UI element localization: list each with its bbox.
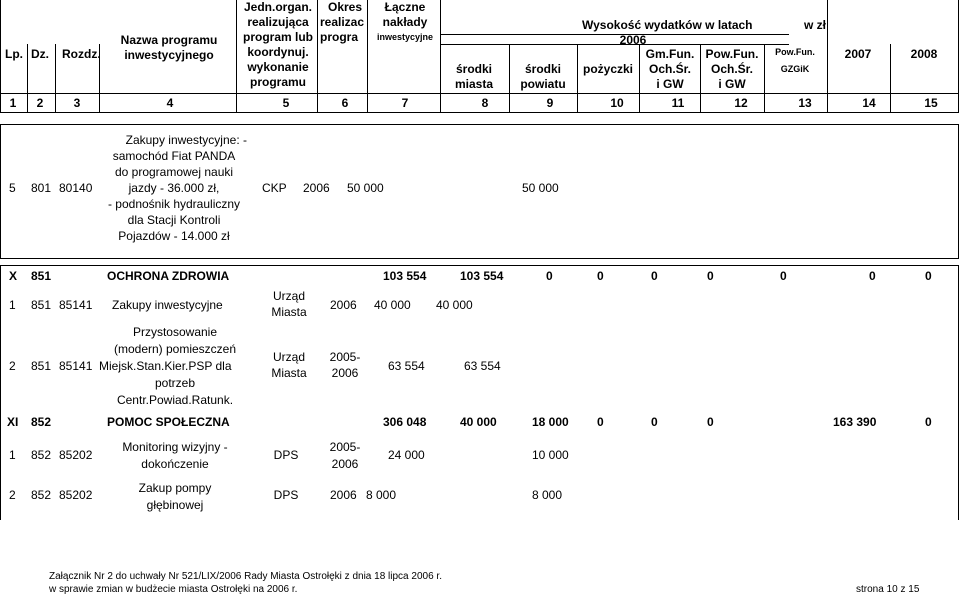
- row-lp: 5: [9, 181, 16, 195]
- row-name: do programowej nauki: [114, 165, 234, 179]
- section-2008: 0: [925, 415, 932, 429]
- section-pozyczki: 0: [597, 415, 604, 429]
- col-number: 13: [798, 96, 812, 110]
- row-name: Monitoring wizyjny -: [122, 440, 228, 454]
- col-gmfun: i GW: [656, 77, 684, 91]
- col-number: 10: [610, 96, 624, 110]
- col-jedn: koordynuj.: [247, 45, 309, 59]
- col-number: 2: [36, 96, 44, 110]
- row-name: głębinowej: [146, 498, 204, 512]
- col-2007: 2007: [844, 47, 872, 61]
- section-gmfun: 0: [651, 415, 658, 429]
- col-srodki-miasta: środki: [455, 62, 493, 76]
- row-jedn: Miasta: [271, 366, 307, 380]
- row-name: jazdy - 36.000 zł,: [128, 181, 220, 195]
- row-name: (modern) pomieszczeń: [113, 342, 237, 356]
- section-miasta: 40 000: [460, 415, 497, 429]
- row-miasta: 40 000: [436, 298, 473, 312]
- col-number: 1: [9, 96, 17, 110]
- row-okres: 2006: [303, 181, 330, 195]
- row-okres: 2005-: [329, 440, 361, 454]
- col-laczne: Łączne: [384, 0, 426, 14]
- col-2008: 2008: [910, 47, 938, 61]
- row-name: Zakup pompy: [138, 481, 212, 495]
- col-gmfun: Gm.Fun.: [645, 47, 695, 61]
- row-name: Pojazdów - 14.000 zł: [118, 229, 230, 243]
- row-name: - podnośnik hydrauliczny: [107, 197, 241, 211]
- row-name: dla Stacji Kontroli: [127, 213, 221, 227]
- col-nazwa: Nazwa programu: [120, 33, 218, 47]
- row-jedn: DPS: [273, 488, 299, 502]
- col-pozyczki: pożyczki: [582, 62, 634, 76]
- col-number: 5: [282, 96, 290, 110]
- row-name: Zakupy inwestycyjne: [112, 298, 223, 312]
- row-dz: 851: [31, 298, 52, 312]
- col-jedn: program lub: [242, 30, 314, 44]
- col-okres: progra: [320, 30, 359, 44]
- row-lp: 1: [9, 448, 16, 462]
- col-srodki-powiatu: środki: [524, 62, 562, 76]
- section-gmfun: 0: [651, 269, 658, 283]
- col-number: 4: [166, 96, 174, 110]
- col-number: 6: [341, 96, 349, 110]
- row-rozdz: 85141: [59, 298, 93, 312]
- col-powfun-gzgik: GZGiK: [780, 64, 810, 74]
- col-dz: Dz.: [31, 47, 49, 61]
- row-powiatu: 10 000: [532, 448, 569, 462]
- section-dz: 851: [31, 269, 52, 283]
- row-laczne: 40 000: [374, 298, 411, 312]
- row-okres: 2006: [330, 298, 357, 312]
- page-number: strona 10 z 15: [856, 584, 920, 595]
- row-jedn: Urząd: [272, 289, 306, 303]
- row-name: dokończenie: [141, 457, 209, 471]
- row-name: Przystosowanie: [132, 325, 218, 339]
- row-okres: 2006: [330, 488, 357, 502]
- col-number: 8: [481, 96, 489, 110]
- col-wysokosc: Wysokość wydatków w latach: [582, 18, 753, 32]
- row-laczne: 50 000: [347, 181, 384, 195]
- row-laczne: 63 554: [388, 359, 425, 373]
- section-code: X: [9, 269, 18, 283]
- col-number: 15: [924, 96, 938, 110]
- footer-note: Załącznik Nr 2 do uchwały Nr 521/LIX/2006 Rady Miasta Ostrołęki z dnia 18 lipca 2006 r.: [49, 571, 442, 582]
- row-miasta: 50 000: [522, 181, 559, 195]
- col-number: 12: [734, 96, 748, 110]
- col-srodki-miasta: miasta: [454, 77, 494, 91]
- col-jedn: realizująca: [247, 15, 309, 29]
- section-2007: 0: [869, 269, 876, 283]
- row-rozdz: 80140: [59, 181, 93, 195]
- col-number: 9: [546, 96, 554, 110]
- row-dz: 801: [31, 181, 52, 195]
- col-jedn: wykonanie: [247, 60, 309, 74]
- row-name: Centr.Powiad.Ratunk.: [116, 393, 234, 407]
- col-okres: realizac: [320, 15, 365, 29]
- row-rozdz: 85202: [59, 448, 93, 462]
- col-jedn: Jedn.organ.: [243, 0, 313, 14]
- section-powfun: 0: [707, 415, 714, 429]
- section-laczne: 306 048: [383, 415, 427, 429]
- row-dz: 852: [31, 448, 52, 462]
- col-number: 7: [401, 96, 409, 110]
- col-powfun: i GW: [718, 77, 746, 91]
- col-lp: Lp.: [5, 47, 23, 61]
- col-okres: Okres: [328, 0, 363, 14]
- row-jedn: Urząd: [272, 350, 306, 364]
- col-2006: 2006: [619, 33, 647, 47]
- section-2007: 163 390: [833, 415, 877, 429]
- section-2008: 0: [925, 269, 932, 283]
- row-rozdz: 85141: [59, 359, 93, 373]
- row-laczne: 8 000: [366, 488, 397, 502]
- row-name: Miejsk.Stan.Kier.PSP dla: [99, 359, 232, 373]
- row-lp: 2: [9, 488, 16, 502]
- row-dz: 851: [31, 359, 52, 373]
- section-pozyczki: 0: [597, 269, 604, 283]
- section-laczne: 103 554: [383, 269, 427, 283]
- row-lp: 1: [9, 298, 16, 312]
- row-name: Zakupy inwestycyjne: -: [125, 133, 247, 147]
- col-laczne: nakłady: [382, 15, 428, 29]
- col-powfun: Pow.Fun.: [705, 47, 759, 61]
- section-code: XI: [7, 415, 19, 429]
- row-lp: 2: [9, 359, 16, 373]
- col-powfun-gzgik: Pow.Fun.: [775, 47, 815, 57]
- row-powiatu: 8 000: [532, 488, 563, 502]
- section-powiatu: 0: [546, 269, 553, 283]
- row-name: potrzeb: [154, 376, 196, 390]
- row-okres: 2006: [331, 366, 359, 380]
- col-wzl: w zł: [804, 18, 827, 32]
- section-name: OCHRONA ZDROWIA: [107, 269, 230, 283]
- col-number: 14: [862, 96, 876, 110]
- footer-note: w sprawie zmian w budżecie miasta Ostrołęki na 2006 r.: [49, 584, 298, 595]
- col-jedn: programu: [249, 75, 307, 89]
- section-dz: 852: [31, 415, 52, 429]
- row-jedn: DPS: [273, 448, 299, 462]
- section-name: POMOC SPOŁECZNA: [107, 415, 230, 429]
- col-nazwa: inwestycyjnego: [124, 48, 214, 62]
- section-miasta: 103 554: [460, 269, 504, 283]
- row-dz: 852: [31, 488, 52, 502]
- row-miasta: 63 554: [464, 359, 501, 373]
- row-laczne: 24 000: [388, 448, 425, 462]
- section-powfun: 0: [707, 269, 714, 283]
- col-srodki-powiatu: powiatu: [520, 77, 566, 91]
- row-rozdz: 85202: [59, 488, 93, 502]
- col-gmfun: Och.Śr.: [648, 62, 692, 76]
- row-name: samochód Fiat PANDA: [112, 149, 236, 163]
- row-okres: 2005-: [329, 350, 361, 364]
- section-powiatu: 18 000: [532, 415, 569, 429]
- col-laczne: inwestycyjne: [376, 32, 434, 42]
- row-jedn: Miasta: [271, 305, 307, 319]
- row-okres: 2006: [331, 457, 359, 471]
- row-jedn: CKP: [262, 181, 287, 195]
- section-gzgik: 0: [780, 269, 787, 283]
- col-powfun: Och.Śr.: [710, 62, 754, 76]
- col-number: 3: [73, 96, 81, 110]
- col-rozdz: Rozdz.: [62, 47, 101, 61]
- col-number: 11: [671, 96, 685, 110]
